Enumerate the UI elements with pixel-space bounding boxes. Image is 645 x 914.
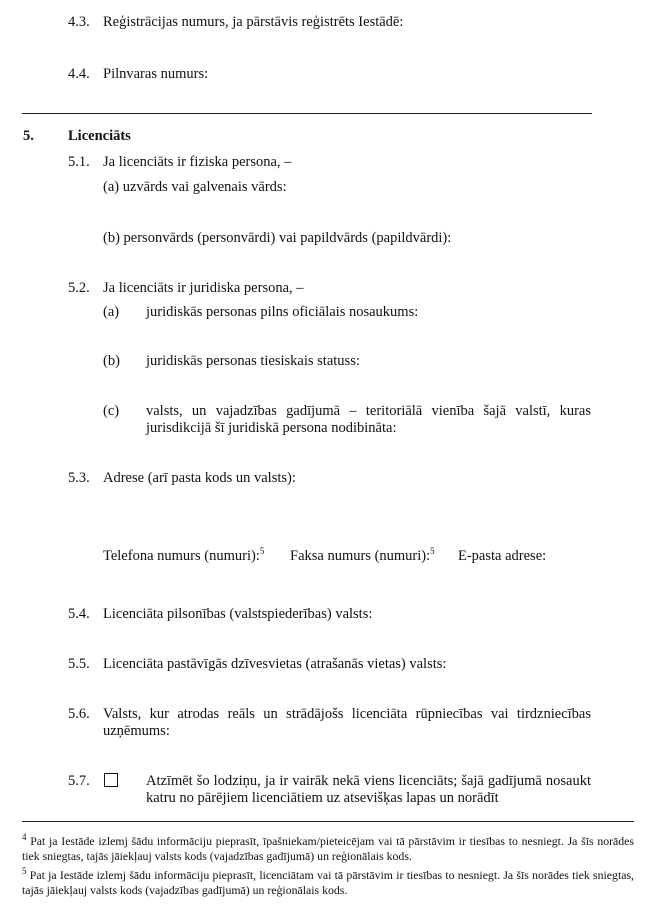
section-5-number: 5. xyxy=(23,128,34,144)
item-4-4-number: 4.4. xyxy=(68,66,90,82)
footnote-ref-5: 5 xyxy=(430,546,435,557)
phone-label: Telefona numurs (numuri):$^5$ xyxy=(103,546,265,564)
item-5-1-label: Ja licenciāts ir fiziska persona, – xyxy=(103,154,292,170)
item-5-7-label: Atzīmēt šo lodziņu, ja ir vairāk nekā viens licenciāts; šajā gadījumā nosaukt katru no pārējiem licenciātiem uz atsevišķas lapas un norādīt xyxy=(146,773,591,806)
item-5-2-a-label: (a) xyxy=(103,304,120,320)
footnote-5: $^5$ Pat ja Iestāde izlemj šādu informāciju pieprasīt, licenciātam vai tā pārstāvim ir tiesības to nesniegt. Ja šīs norādes tiek sniegtas, tajās jāiekļauj valsts kods (vajadzības gadījumā) un reģionālais kods. xyxy=(22,866,634,897)
item-5-2-a-text: juridiskās personas pilns oficiālais nosaukums: xyxy=(146,304,419,320)
item-5-4-label: Licenciāta pilsonības (valstspiederības) valsts: xyxy=(103,606,373,622)
item-5-2-c-text: valsts, un vajadzības gadījumā – teritoriālā vienība šajā valstī, kuras jurisdikcijā šī juridiskā persona nodibināta: xyxy=(146,403,591,436)
footnote-4: $^4$ Pat ja Iestāde izlemj šādu informāciju pieprasīt, īpašniekam/pieteicējam vai tā pārstāvim ir tiesības to nesniegt. Ja šīs norādes tiek sniegtas, tajās jāiekļauj valsts kods (vajadzības gadījumā) un reģionālais kods. xyxy=(22,832,635,863)
footnote-4-mark: 4 xyxy=(22,832,27,843)
item-5-1-number: 5.1. xyxy=(68,154,90,170)
footnote-divider xyxy=(22,821,634,822)
item-5-3-number: 5.3. xyxy=(68,470,90,486)
item-5-1-a: (a) uzvārds vai galvenais vārds: xyxy=(103,179,287,195)
item-4-3-label: Reģistrācijas numurs, ja pārstāvis reģistrēts Iestādē: xyxy=(103,14,404,30)
fax-label: Faksa numurs (numuri):$^5$ xyxy=(290,546,435,564)
item-5-2-b-text: juridiskās personas tiesiskais statuss: xyxy=(146,353,360,369)
email-label: E-pasta adrese: xyxy=(458,548,547,564)
item-5-2-c-label: (c) xyxy=(103,403,120,419)
item-5-2-label: Ja licenciāts ir juridiska persona, – xyxy=(103,280,304,296)
item-5-1-b: (b) personvārds (personvārdi) vai papildvārds (papildvārdi): xyxy=(103,230,452,246)
item-4-4-label: Pilnvaras numurs: xyxy=(103,66,209,82)
section-divider xyxy=(22,113,592,114)
item-5-2-number: 5.2. xyxy=(68,280,90,296)
multiple-licensees-checkbox[interactable] xyxy=(104,773,118,787)
footnote-ref-5: 5 xyxy=(259,546,265,557)
item-5-6-label: Valsts, kur atrodas reāls un strādājošs licenciāta rūpniecības vai tirdzniecības uzņēmums: xyxy=(103,706,591,739)
item-5-6-number: 5.6. xyxy=(68,706,90,722)
item-5-3-label: Adrese (arī pasta kods un valsts): xyxy=(103,470,296,486)
item-5-5-label: Licenciāta pastāvīgās dzīvesvietas (atrašanās vietas) valsts: xyxy=(103,656,447,672)
footnote-5-mark: 5 xyxy=(22,866,27,877)
item-5-4-number: 5.4. xyxy=(68,606,90,622)
item-5-2-b-label: (b) xyxy=(103,353,120,369)
section-5-title: Licenciāts xyxy=(68,128,131,144)
item-5-5-number: 5.5. xyxy=(68,656,90,672)
item-4-3-number: 4.3. xyxy=(68,14,90,30)
item-5-7-number: 5.7. xyxy=(68,773,90,789)
